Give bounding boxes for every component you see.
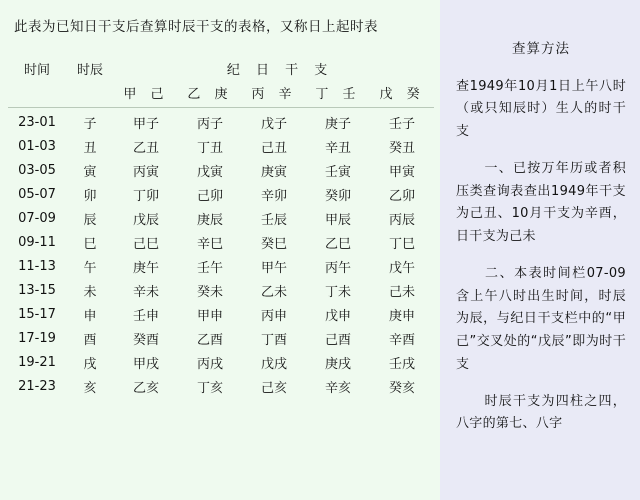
row-gz-wugui: 壬子: [389, 116, 416, 132]
table-row: [8, 351, 434, 375]
row-shichen: 未: [83, 284, 97, 300]
row-gz-yigeng: 甲申: [196, 308, 223, 324]
row-gz-jiaji: 乙丑: [132, 140, 159, 156]
row-gz-yigeng: 庚辰: [196, 212, 223, 228]
row-time: 05-07: [18, 186, 56, 202]
row-gz-jiaji: 庚午: [132, 260, 159, 276]
row-gz-dingren: 庚子: [324, 116, 351, 132]
row-gz-yigeng: 丙子: [196, 116, 223, 132]
row-gz-jiaji: 癸酉: [132, 332, 159, 348]
row-gz-yigeng: 癸未: [196, 284, 223, 300]
row-gz-wugui: 己未: [389, 284, 416, 300]
subheader-yigeng: 乙 庚: [187, 86, 233, 102]
right-panel: [440, 0, 640, 500]
row-gz-bingxin: 己亥: [260, 380, 287, 396]
method-title: 查算方法: [512, 41, 570, 57]
table-row: [8, 207, 434, 231]
row-time: 03-05: [18, 162, 56, 178]
row-gz-bingxin: 戊子: [260, 116, 287, 132]
row-gz-bingxin: 辛卯: [260, 188, 287, 204]
row-shichen: 巳: [83, 236, 97, 252]
row-gz-dingren: 丙午: [324, 260, 351, 276]
row-gz-bingxin: 甲午: [260, 260, 287, 276]
row-gz-dingren: 戊申: [324, 308, 351, 324]
row-gz-wugui: 丙辰: [389, 212, 416, 228]
row-time: 19-21: [18, 354, 56, 370]
row-gz-yigeng: 戊寅: [196, 164, 223, 180]
row-gz-bingxin: 己丑: [260, 140, 287, 156]
row-gz-dingren: 甲辰: [324, 212, 351, 228]
row-time: 23-01: [18, 114, 56, 130]
row-shichen: 亥: [83, 380, 97, 396]
table-row: [8, 303, 434, 327]
row-gz-jiaji: 甲戌: [132, 356, 159, 372]
row-time: 17-19: [18, 330, 56, 346]
row-gz-dingren: 丁未: [324, 284, 351, 300]
table-row: [8, 111, 434, 135]
row-time: 01-03: [18, 138, 56, 154]
table-header-row: [8, 57, 434, 81]
row-gz-yigeng: 丁亥: [196, 380, 223, 396]
header-ganzhi-title: 纪 日 干 支: [226, 62, 334, 78]
row-gz-wugui: 壬戌: [389, 356, 416, 372]
table-row: [8, 327, 434, 351]
row-time: 09-11: [18, 234, 56, 250]
row-gz-dingren: 辛丑: [324, 140, 351, 156]
row-gz-bingxin: 庚寅: [260, 164, 287, 180]
row-gz-bingxin: 戊戌: [260, 356, 287, 372]
row-time: 21-23: [18, 378, 56, 394]
row-gz-dingren: 己酉: [324, 332, 351, 348]
row-gz-jiaji: 壬申: [132, 308, 159, 324]
table-subheader-row: [8, 81, 434, 105]
row-gz-jiaji: 丁卯: [132, 188, 159, 204]
table-row: [8, 135, 434, 159]
subheader-spacer-shi: [66, 81, 114, 105]
header-shichen: 时辰: [76, 62, 103, 78]
row-gz-dingren: 癸卯: [324, 188, 351, 204]
table-row: [8, 279, 434, 303]
row-gz-bingxin: 丁酉: [260, 332, 287, 348]
method-step-1: 一、已按万年历或者积压类查询表查出1949年干支为己丑、10月干支为辛酉，日干支为己未: [456, 160, 626, 245]
row-time: 15-17: [18, 306, 56, 322]
ganzhi-table: [8, 57, 434, 399]
row-gz-jiaji: 甲子: [132, 116, 159, 132]
row-shichen: 卯: [83, 188, 97, 204]
row-gz-bingxin: 癸巳: [260, 236, 287, 252]
row-gz-bingxin: 乙未: [260, 284, 287, 300]
table-row: [8, 255, 434, 279]
row-time: 07-09: [18, 210, 56, 226]
row-shichen: 辰: [83, 212, 97, 228]
row-gz-bingxin: 壬辰: [260, 212, 287, 228]
row-time: 11-13: [18, 258, 56, 274]
row-shichen: 子: [83, 116, 97, 132]
row-shichen: 酉: [83, 332, 97, 348]
row-gz-wugui: 戊午: [389, 260, 416, 276]
row-gz-yigeng: 丁丑: [196, 140, 223, 156]
subheader-spacer-time: [8, 81, 66, 105]
subheader-dingren: 丁 壬: [315, 86, 361, 102]
row-gz-jiaji: 乙亥: [132, 380, 159, 396]
intro-text: 此表为已知日干支后查算时辰干支的表格，又称日上起时表: [14, 19, 378, 35]
row-gz-wugui: 庚申: [389, 308, 416, 324]
row-gz-wugui: 乙卯: [389, 188, 416, 204]
row-gz-jiaji: 己巳: [132, 236, 159, 252]
header-time: 时间: [23, 62, 50, 78]
table-row: [8, 231, 434, 255]
subheader-wugui: 戊 癸: [379, 86, 425, 102]
row-gz-wugui: 丁巳: [389, 236, 416, 252]
method-note: 时辰干支为四柱之四，八字的第七、八字: [456, 393, 626, 432]
row-shichen: 寅: [83, 164, 97, 180]
row-shichen: 午: [83, 260, 97, 276]
method-question: 查1949年10月1日上午八时（或只知辰时）生人的时干支: [456, 78, 626, 140]
row-shichen: 戌: [83, 356, 97, 372]
row-gz-wugui: 辛酉: [389, 332, 416, 348]
row-gz-wugui: 癸亥: [389, 380, 416, 396]
subheader-jiaji: 甲 己: [123, 86, 169, 102]
row-gz-yigeng: 丙戌: [196, 356, 223, 372]
row-time: 13-15: [18, 282, 56, 298]
row-gz-jiaji: 辛未: [132, 284, 159, 300]
row-gz-dingren: 庚戌: [324, 356, 351, 372]
row-gz-dingren: 辛亥: [324, 380, 351, 396]
table-row: [8, 375, 434, 399]
row-gz-wugui: 甲寅: [389, 164, 416, 180]
subheader-bingxin: 丙 辛: [251, 86, 297, 102]
row-gz-dingren: 壬寅: [324, 164, 351, 180]
row-gz-yigeng: 己卯: [196, 188, 223, 204]
row-gz-bingxin: 丙申: [260, 308, 287, 324]
method-step-2: 二、本表时间栏07-09含上午八时出生时间，时辰为辰，与纪日干支栏中的“甲己”交叉处的“戊辰”即为时干支: [456, 265, 626, 372]
row-gz-yigeng: 辛巳: [196, 236, 223, 252]
row-gz-jiaji: 戊辰: [132, 212, 159, 228]
table-row: [8, 159, 434, 183]
row-gz-wugui: 癸丑: [389, 140, 416, 156]
table-row: [8, 183, 434, 207]
row-gz-yigeng: 乙酉: [196, 332, 223, 348]
row-gz-yigeng: 壬午: [196, 260, 223, 276]
row-gz-jiaji: 丙寅: [132, 164, 159, 180]
row-gz-dingren: 乙巳: [324, 236, 351, 252]
row-shichen: 丑: [83, 140, 97, 156]
row-shichen: 申: [83, 308, 97, 324]
